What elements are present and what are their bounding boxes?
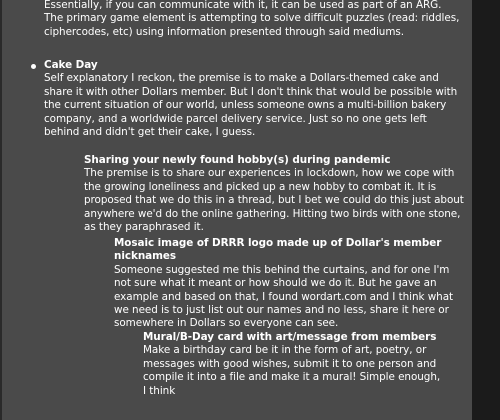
bullet-icon [31, 64, 36, 69]
list-item-body: Self explanatory I reckon, the premise is to make a Dollars-themed cake and share it with other Dollars member. But I don't think that would be possible with the current situation of our world, unless someone owns a multi-billion bakery company, and a worldwide parcel delivery service. Just so no one gets left behind and didn't get their cake, I guess. [44, 72, 458, 139]
nested-item-body: Make a birthday card be it in the form of art, poetry, or messages with good wishes, submit it to one person and compile it into a file and make it a mural! Simple enough, I think [143, 344, 441, 397]
list-item-title: Cake Day [44, 59, 98, 71]
intro-paragraph: Essentially, if you can communicate with it, it can be used as part of an ARG. The primary game element is attempting to solve difficult puzzles (read: riddles, ciphercodes, etc) using information presented through said mediums. [44, 0, 460, 38]
nested-item-title: Mosaic image of DRRR logo made up of Dollar's member nicknames [114, 237, 442, 263]
nested-item-body: Someone suggested me this behind the curtains, and for one I'm not sure what it meant or how should we do it. But he gave an example and based on that, I found wordart.com and I think what we need is to just list out our names and no less, share it here or somewhere in Dollars so everyone can see. [114, 263, 454, 330]
nested-item-mosaic-image [114, 237, 462, 331]
nested-item-title: Sharing your newly found hobby(s) during pandemic [84, 154, 391, 166]
list-item-cake-day [44, 59, 462, 139]
nested-item-title: Mural/B-Day card with art/message from members [143, 331, 437, 343]
nested-item-hobby-sharing [84, 154, 464, 234]
nested-item-body: The premise is to share our experiences in lockdown, how we cope with the growing loneliness and picked up a new hobby to combat it. It is proposed that we do this in a thread, but I bet we could do this just about anywhere we'd do the online gathering. Hitting two birds with one stone, as they paraphrased it. [84, 167, 464, 234]
content-left-edge [0, 0, 2, 420]
right-margin-background [472, 0, 500, 420]
nested-item-mural-card [143, 331, 443, 398]
